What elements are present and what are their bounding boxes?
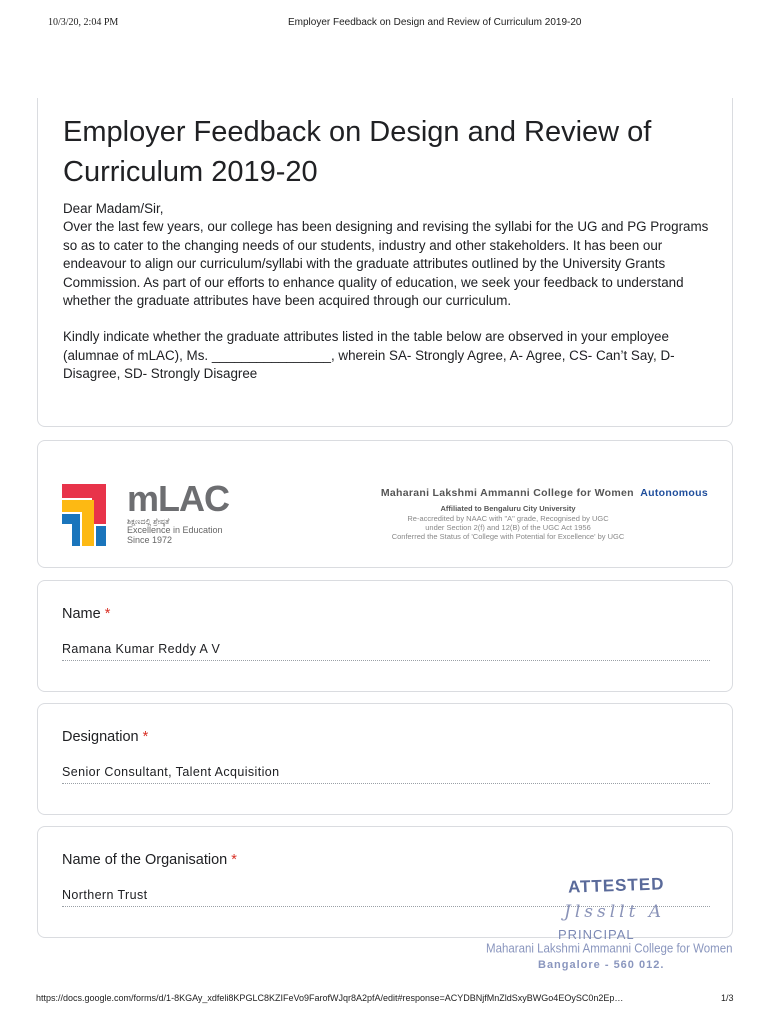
mlac-since: Since 1972: [127, 535, 173, 545]
form-title: Employer Feedback on Design and Review of Curriculum 2019-20: [63, 116, 652, 188]
print-header-datetime: 10/3/20, 2:04 PM: [48, 17, 119, 28]
stamp-attested-text: ATTESTED: [567, 874, 665, 897]
designation-answer-field[interactable]: Senior Consultant, Talent Acquisition: [62, 765, 710, 784]
print-header-title: Employer Feedback on Design and Review of Curriculum 2019-20: [288, 17, 582, 28]
mlac-wordmark: mLAC: [127, 478, 229, 519]
question-name: [37, 580, 733, 692]
question-label-text: Designation: [62, 729, 139, 745]
ugc-section-text: under Section 2(f) and 12(B) of the UGC Act 1956: [425, 523, 591, 532]
question-designation: [37, 703, 733, 815]
description-instructions: Kindly indicate whether the graduate attributes listed in the table below are observed in your employee (alumnae of mLAC), Ms. ________________, wherein SA- Strongly Agree, A- Agree, CS- Can’t Say, D-Disagree, SD- Strongly Disagree: [63, 329, 675, 382]
stamp-college-text: Maharani Lakshmi Ammanni College for Women: [486, 942, 733, 956]
college-logo-banner: [37, 440, 733, 568]
question-label: [62, 852, 237, 868]
required-asterisk: *: [231, 852, 237, 868]
accreditation-text: Re-accredited by NAAC with "A" grade, Recognised by UGC: [407, 514, 609, 523]
question-label-text: Name of the Organisation: [62, 852, 228, 868]
autonomous-label: Autonomous: [640, 487, 708, 499]
required-asterisk: *: [142, 729, 149, 745]
mlac-kannada-tagline: ಶಿಕ್ಷಣದಲ್ಲಿ ಶ್ರೇಷ್ಠತೆ: [127, 517, 170, 526]
cpe-status-text: Conferred the Status of 'College with Potential for Excellence' by UGC: [391, 532, 625, 541]
form-title-card: [37, 98, 733, 427]
stamp-city-text: Bangalore - 560 012.: [538, 959, 665, 971]
college-name-text: Maharani Lakshmi Ammanni College for Women: [380, 487, 634, 499]
attested-stamp: [466, 872, 733, 982]
organisation-answer-field[interactable]: Northern Trust: [62, 888, 710, 907]
college-name: [38, 487, 708, 499]
stamp-principal-text: PRINCIPAL: [558, 927, 635, 942]
form-description: [63, 200, 713, 384]
question-label-text: Name: [62, 606, 101, 622]
mlac-tagline: Excellence in Education: [127, 525, 223, 535]
print-footer-url: https://docs.google.com/forms/d/1-8KGAy_xdfeli8KPGLC8KZIFeVo9FarofWJqr8A2pfA/edit#response=ACYDBNjfMnZldSxyBWGo4EOySC0n2Ep…: [36, 993, 624, 1003]
question-label: [62, 729, 148, 745]
print-footer-page: 1/3: [721, 993, 734, 1003]
name-answer-field[interactable]: Ramana Kumar Reddy A V: [62, 642, 710, 661]
principal-signature: Jlssllt A: [564, 902, 666, 922]
required-asterisk: *: [104, 606, 111, 622]
description-greeting: Dear Madam/Sir,: [63, 201, 164, 216]
description-paragraph: Over the last few years, our college has been designing and revising the syllabi for the UG and PG Programs so as to cater to the changing needs of our students, industry and other stakeholders. It has been our endeavour to align our curriculum/syllabi with the graduate attributes outlined by the University Grants Commission. As part of our efforts to enhance quality of education, we seek your feedback to understand whether the graduate attributes have been acquired through our curriculum.: [63, 219, 709, 309]
affiliation-text: Affiliated to Bengaluru City University: [440, 504, 576, 513]
question-label: [62, 606, 110, 622]
